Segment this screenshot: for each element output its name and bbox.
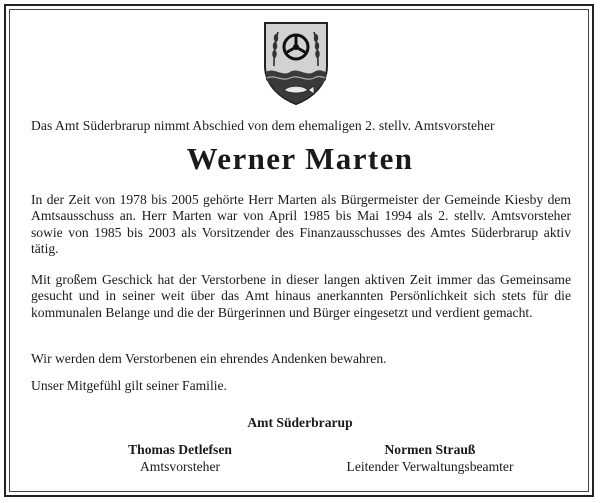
intro-line: Das Amt Süderbrarup nimmt Abschied von dem ehemaligen 2. stellv. Amtsvorsteher (31, 118, 495, 133)
deceased-name: Werner Marten (186, 141, 414, 176)
signatory-title: Leitender Verwaltungsbeamter (346, 459, 514, 474)
paragraph-condolence: Unser Mitgefühl gilt seiner Familie. (31, 378, 227, 393)
signatory-1 (80, 441, 280, 475)
paragraph-memory: Wir werden dem Verstorbenen ein ehrendes Andenken bewahren. (31, 351, 387, 366)
signatory-2 (320, 441, 540, 475)
organization-name: Amt Süderbrarup (247, 415, 353, 430)
signatory-name: Thomas Detlefsen (128, 442, 232, 457)
coat-of-arms-icon (262, 20, 330, 106)
signatory-title: Amtsvorsteher (139, 459, 221, 474)
paragraph-tribute: Mit großem Geschick hat der Verstorbene in dieser langen aktiven Zeit immer das Gemeinsame gesucht und in seiner weit über das Amt hinaus anerkannten Persönlichkeit sich stets für die kommunalen Belange und die der Bürgerinnen und Bürger eingesetzt und verdient gemacht. (31, 272, 571, 320)
paragraph-career: In der Zeit von 1978 bis 2005 gehörte Herr Marten als Bürgermeister der Gemeinde Kiesby dem Amtsausschuss an. Herr Marten war von April 1985 bis Mai 1994 als 2. stellv. Amtsvorsteher sowie von 1985 bis 2003 als Vorsitzender des Finanzausschusses des Amtes Süderbrarup aktiv tätig. (31, 192, 571, 256)
signatory-name: Normen Strauß (384, 442, 476, 457)
